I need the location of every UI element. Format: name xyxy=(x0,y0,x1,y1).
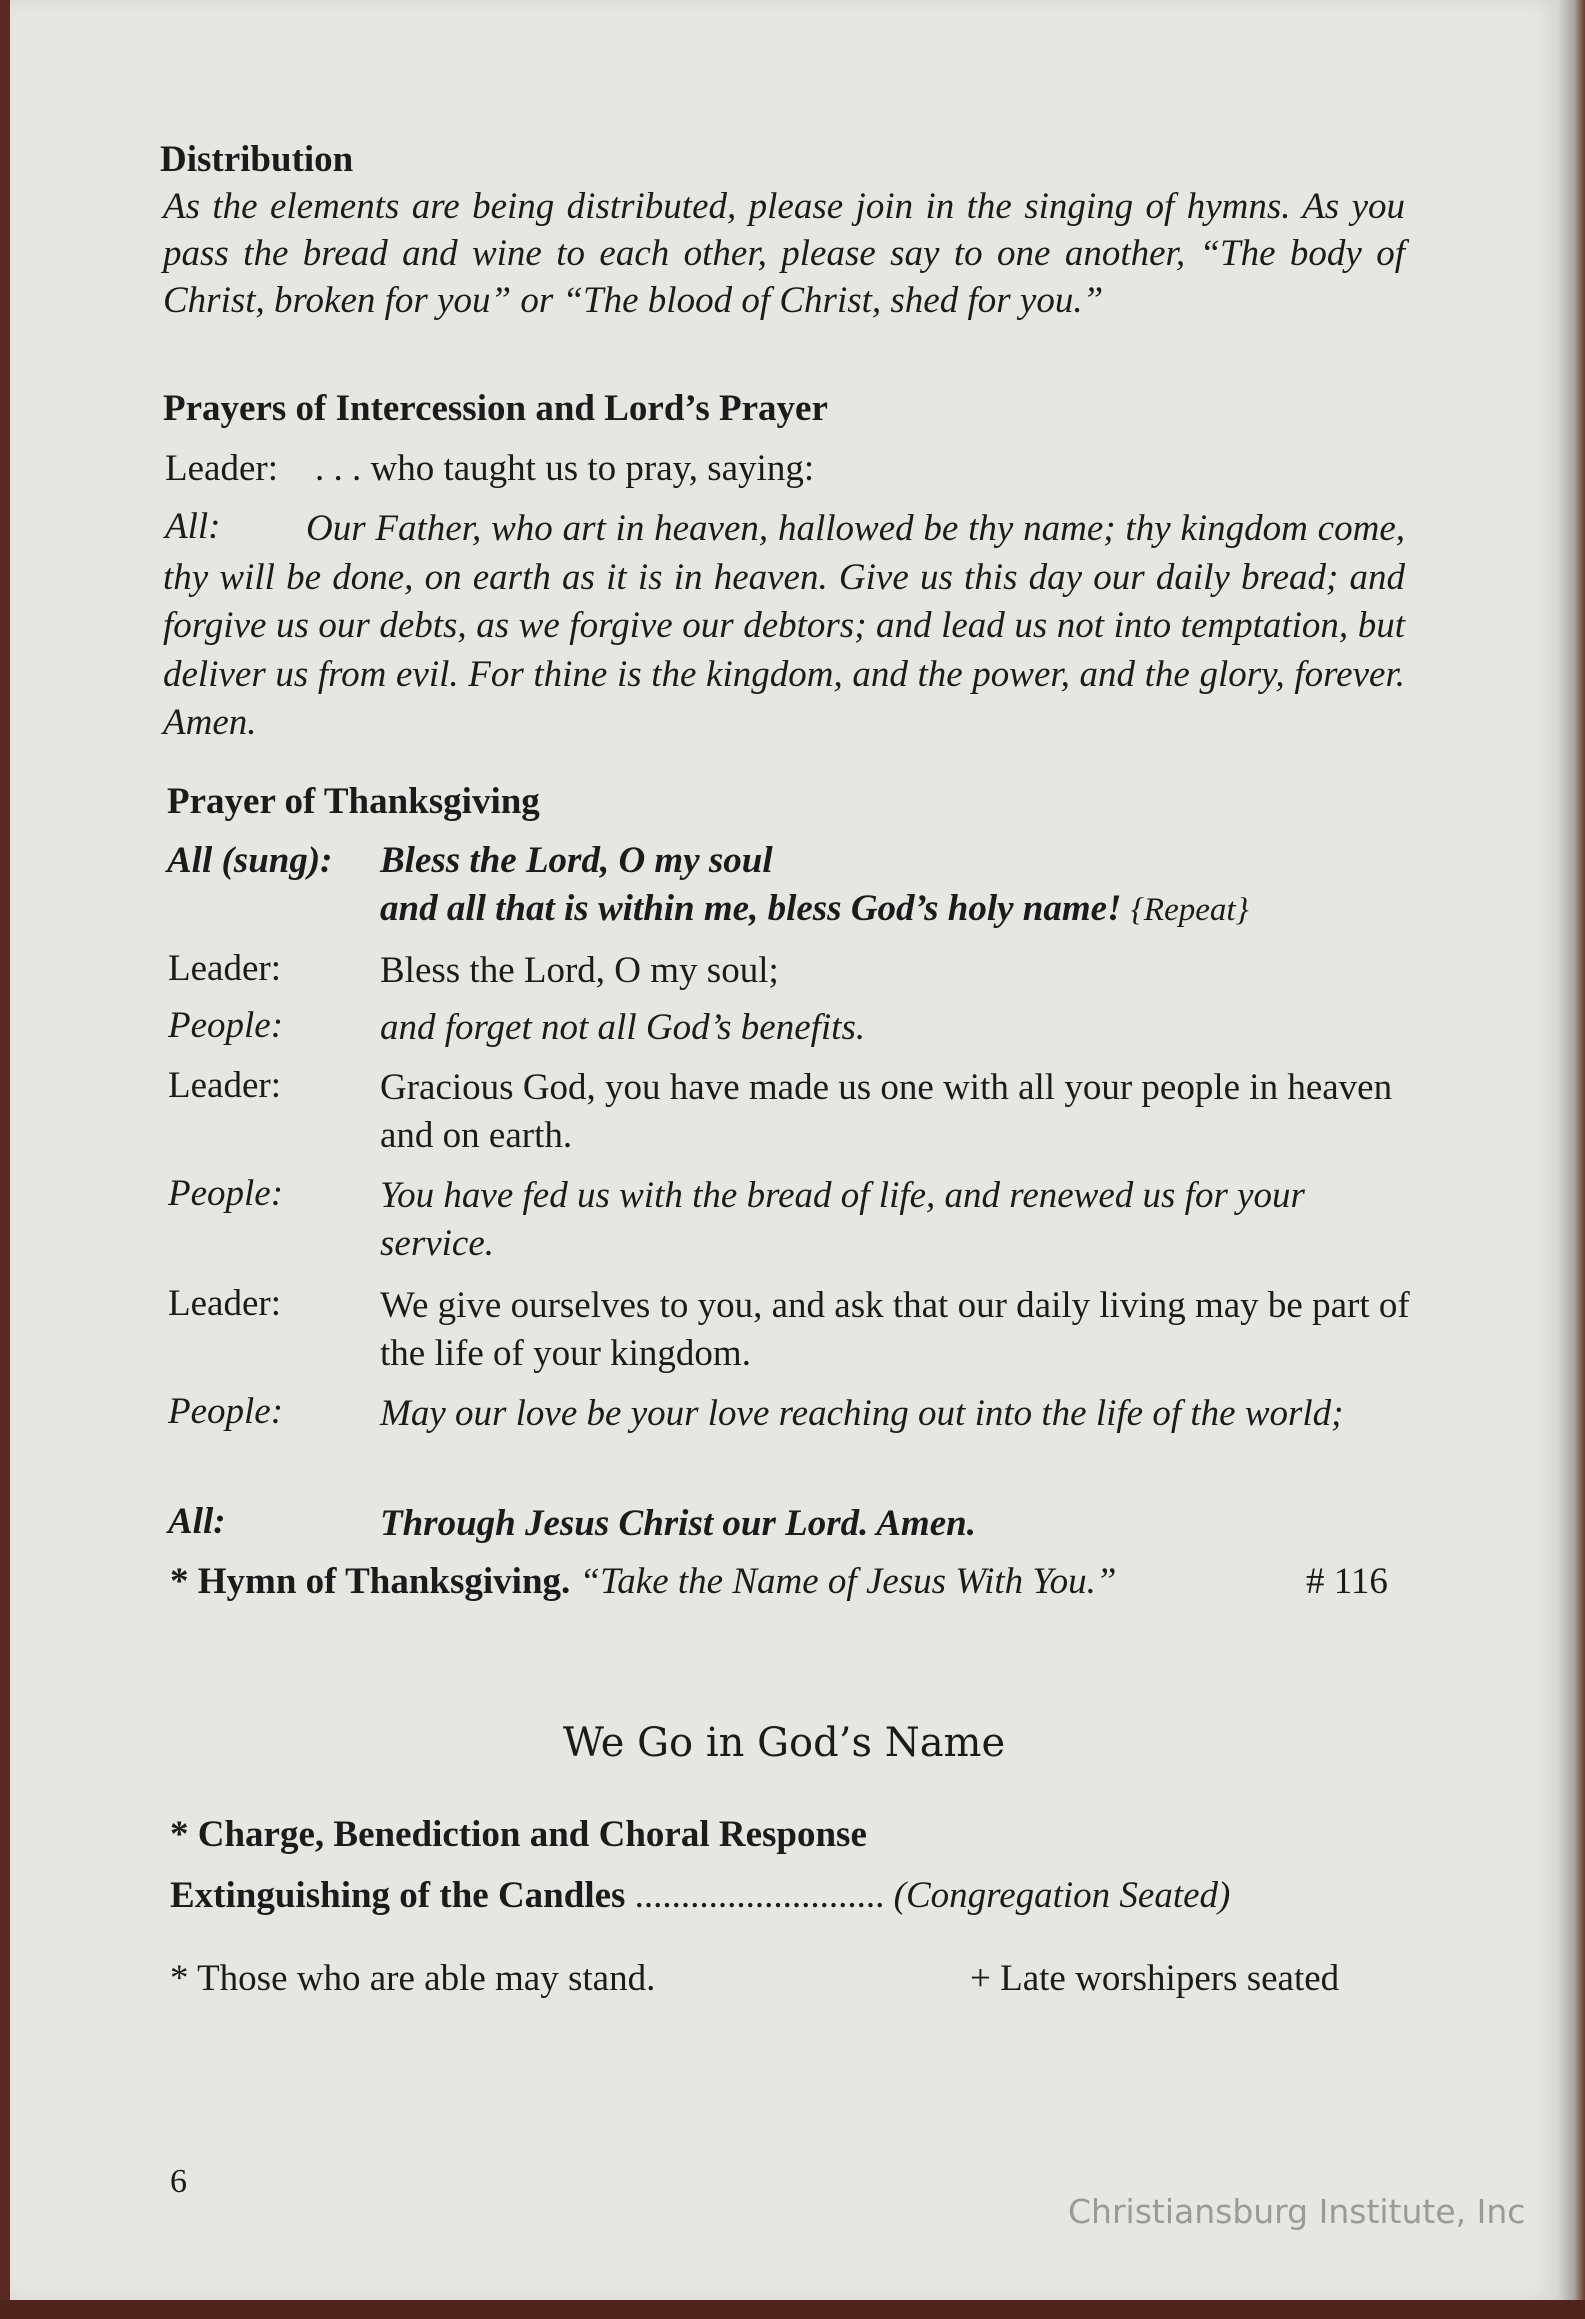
congregation-seated: (Congregation Seated) xyxy=(893,1875,1231,1916)
intercession-leader-text: . . . who taught us to pray, saying: xyxy=(315,448,815,489)
sung-line-2: and all that is within me, bless God’s holy name! xyxy=(380,888,1122,929)
bulletin-page xyxy=(10,0,1558,2300)
intercession-all-label: All: xyxy=(165,506,221,547)
intercession-leader-label: Leader: xyxy=(165,448,278,489)
charge-line: * Charge, Benediction and Choral Response xyxy=(170,1814,867,1855)
binding-edge xyxy=(0,2300,1585,2319)
extinguish-line xyxy=(170,1874,1230,1917)
extinguish-label: Extinguishing of the Candles xyxy=(170,1875,626,1916)
line-6-label: People: xyxy=(168,1391,284,1432)
line-2-text: and forget not all God’s benefits. xyxy=(380,1007,866,1048)
leader-dots: ........................... xyxy=(634,1875,885,1916)
sung-label: All (sung): xyxy=(167,840,333,881)
intercession-heading: Prayers of Intercession and Lord’s Prayer xyxy=(163,388,828,429)
hymn-marker: * xyxy=(170,1561,189,1602)
line-3-label: Leader: xyxy=(168,1065,281,1106)
footnote-late: + Late worshipers seated xyxy=(970,1958,1340,1999)
line-6-text: May our love be your love reaching out into the life of the world; xyxy=(380,1393,1344,1434)
line-4-label: People: xyxy=(168,1173,284,1214)
watermark: Christiansburg Institute, Inc xyxy=(1068,2192,1526,2231)
section-title: We Go in God’s Name xyxy=(562,1720,1006,1766)
sung-line-2-wrap xyxy=(380,887,1249,930)
sung-line-1: Bless the Lord, O my soul xyxy=(380,840,773,881)
line-7-label: All: xyxy=(168,1501,226,1542)
line-1-label: Leader: xyxy=(168,948,281,989)
hymn-title: “Take the Name of Jesus With You.” xyxy=(579,1561,1117,1602)
lords-prayer-text: Our Father, who art in heaven, hallowed be thy name; thy kingdom come, thy will be done, on earth as it is in heaven. Give us this day our daily bread; and forgive us our debts, as we forgive our debtors; and lead us not into temptation, but deliver us from evil. For thine is the kingdom, and the power, and the glory, forever. Amen. xyxy=(163,508,1405,743)
line-1-text: Bless the Lord, O my soul; xyxy=(380,950,779,991)
thanksgiving-heading: Prayer of Thanksgiving xyxy=(167,781,540,822)
line-7-text: Through Jesus Christ our Lord. Amen. xyxy=(380,1503,976,1544)
line-5-label: Leader: xyxy=(168,1283,281,1324)
hymn-line xyxy=(170,1560,1116,1603)
repeat-note: {Repeat} xyxy=(1130,892,1249,928)
page-edge xyxy=(1558,0,1585,2319)
distribution-text: As the elements are being distributed, please join in the singing of hymns. As you pass the bread and wine to each other, please say to one another, “The body of Christ, broken for you” or “The blood of Christ, shed for you.” xyxy=(163,186,1405,321)
distribution-heading: Distribution xyxy=(160,139,354,180)
line-4-text: You have fed us with the bread of life, and renewed us for your service. xyxy=(380,1175,1305,1264)
line-3-text: Gracious God, you have made us one with all your people in heaven and on earth. xyxy=(380,1067,1393,1156)
page-number: 6 xyxy=(170,2163,187,2200)
line-5-text: We give ourselves to you, and ask that our daily living may be part of the life of your kingdom. xyxy=(380,1285,1410,1374)
hymn-number: # 116 xyxy=(1306,1561,1388,1602)
line-2-label: People: xyxy=(168,1005,284,1046)
hymn-label: Hymn of Thanksgiving. xyxy=(197,1561,571,1602)
footnote-stand: * Those who are able may stand. xyxy=(170,1958,656,1999)
